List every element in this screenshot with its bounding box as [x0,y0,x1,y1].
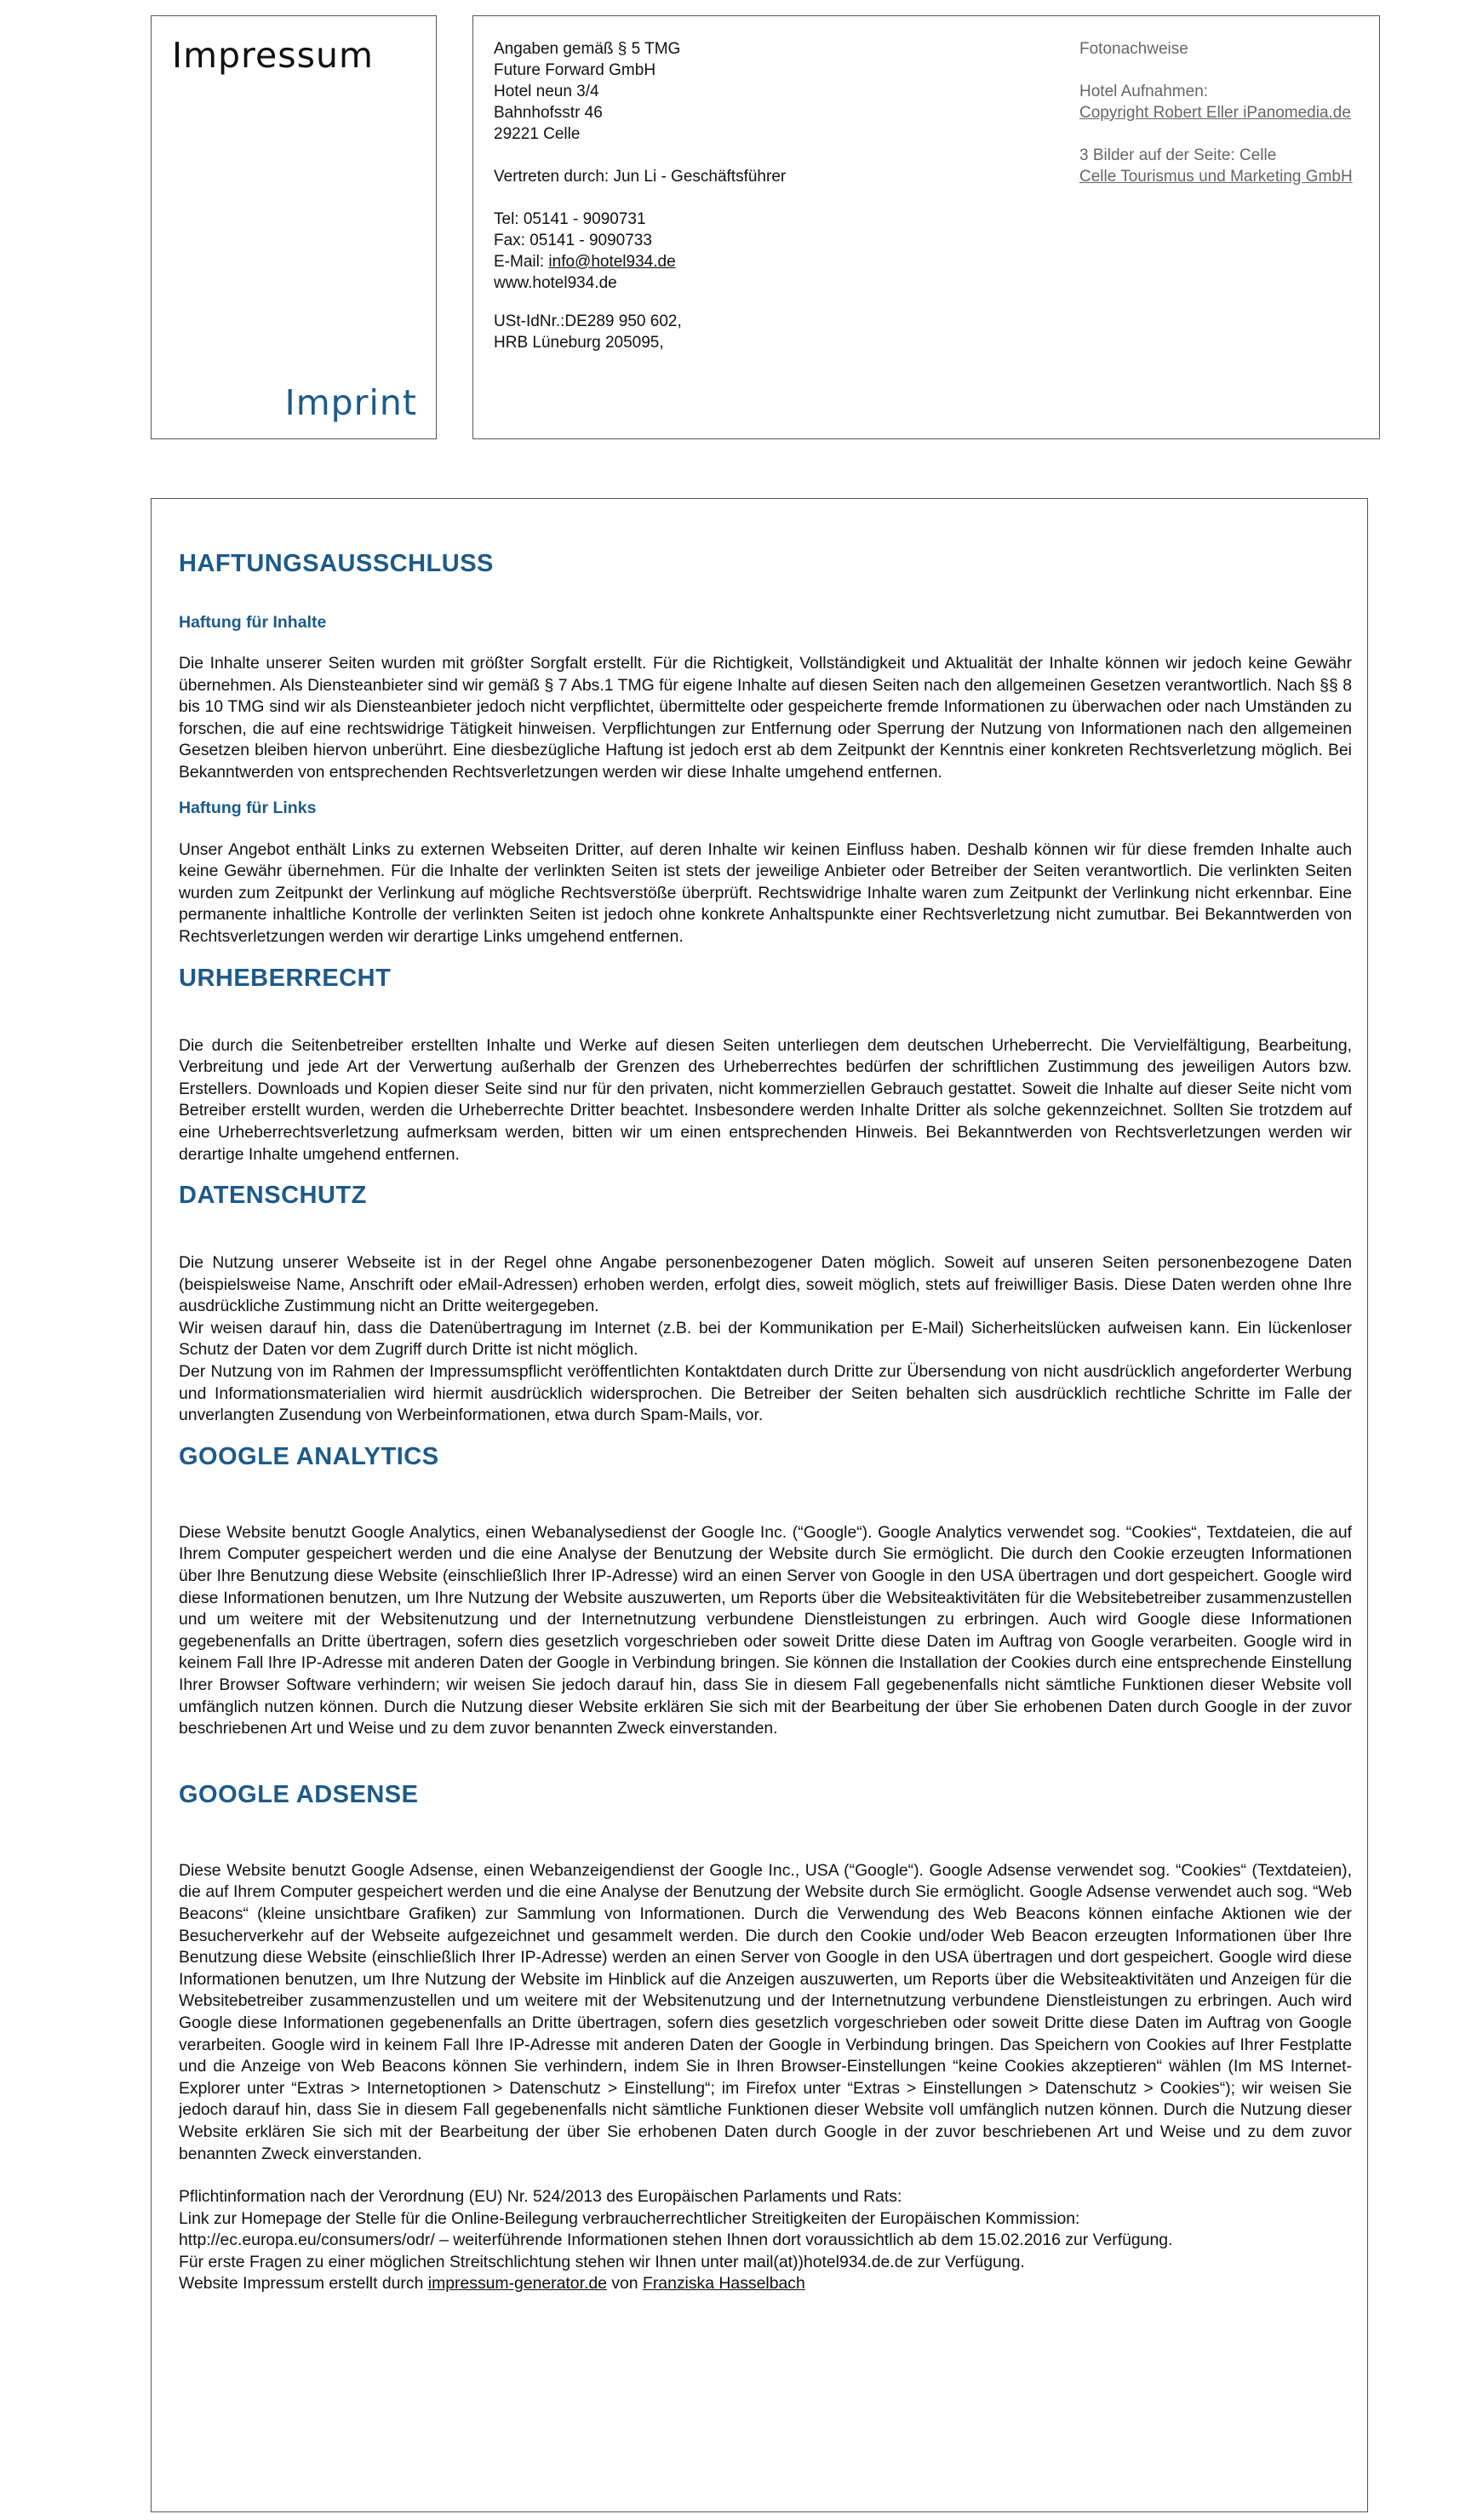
imprint-credit [179,2273,1352,2295]
content-liability-heading: Haftung für Inhalte [179,613,327,632]
title-card [151,15,437,439]
privacy-paragraph-3: Der Nutzung von im Rahmen der Impressumspflicht veröffentlichten Kontaktdaten durch Dritte zur Übersendung von nicht ausdrücklich angeforderter Werbung und Informationsmaterialien wird hiermit ausdrücklich widersprochen. Die Betreiber der Seiten behalten sich ausdrücklich rechtliche Schritte im Falle der unverlangten Zusendung von Werbeinformationen, etwa durch Spam-Mails, vor. [179,1362,1352,1425]
analytics-heading: GOOGLE ANALYTICS [179,1442,439,1470]
photo-credits-heading: Fotonachweise [1079,40,1188,58]
links-liability-heading: Haftung für Links [179,798,317,817]
disclaimer-heading: HAFTUNGSAUSSCHLUSS [179,550,494,577]
author-link[interactable]: Franziska Hasselbach [642,2274,805,2294]
odr-line: Link zur Homepage der Stelle für die Online-Beilegung verbraucherrechtlicher Streitigkeiten der Europäischen Kommission: [179,2208,1080,2228]
vat-id: USt-IdNr.:DE289 950 602, [494,312,682,330]
odr-information [179,2186,1352,2295]
contact-card [472,15,1380,439]
hotel-name: Hotel neun 3/4 [494,83,599,100]
email-link[interactable]: info@hotel934.de [548,253,676,271]
page-title-english: Imprint [284,382,417,423]
city-photos-credit-link[interactable]: Celle Tourismus und Marketing GmbH [1079,168,1353,186]
links-liability-text: Unser Angebot enthält Links zu externen Webseiten Dritter, auf deren Inhalte wir keinen Einfluss haben. Deshalb können wir für diese fremden Inhalte auch keine Gewähr übernehmen. Für die Inhalte der verlinkten Seiten ist stets der jeweilige Anbieter oder Betreiber der Seiten verantwortlich. Die verlinkten Seiten wurden zum Zeitpunkt der Verlinkung auf mögliche Rechtsverstöße überprüft. Rechtswidrige Inhalte waren zum Zeitpunkt der Verlinkung nicht erkennbar. Eine permanente inhaltliche Kontrolle der verlinkten Seiten ist jedoch ohne konkrete Anhaltspunkte einer Rechtsverletzung nicht zumutbar. Bei Bekanntwerden von Rechtsverletzungen werden wir derartige Links umgehend entfernen. [179,839,1352,946]
website-url: www.hotel934.de [494,274,617,292]
page-title: Impressum [172,35,374,76]
credit-prefix: Website Impressum erstellt durch [179,2274,428,2294]
fax-number: Fax: 05141 - 9090733 [494,232,652,249]
company-name: Future Forward GmbH [494,61,656,79]
adsense-text: Diese Website benutzt Google Adsense, einen Webanzeigendienst der Google Inc., USA (“Google“). Google Adsense verwendet sog. “Cookies“ (Textdateien), die auf Ihrem Computer gespeichert werden und die eine Analyse der Benutzung der Website durch Sie ermöglicht. Google Adsense verwendet auch sog. “Web Beacons“ (kleine unsichtbare Grafiken) zur Sammlung von Informationen. Durch die Verwendung des Web Beacons können einfache Aktionen wie der Besucherverkehr auf der Webseite aufgezeichnet und gesammelt werden. Die durch den Cookie und/oder Web Beacon erzeugten Informationen über Ihre Benutzung diese Website (einschließlich Ihrer IP-Adresse) werden an einen Server von Google in den USA übertragen und dort gespeichert. Google wird diese Informationen benutzen, um Ihre Nutzung der Website im Hinblick auf die Anzeigen auszuwerten, um Reports über die Websiteaktivitäten und Anzeigen für die Websitebetreiber zusammenzustellen und um weitere mit der Websitenutzung und der Internetnutzung verbundene Dienstleistungen zu erbringen. Auch wird Google diese Informationen gegebenenfalls an Dritte übertragen, sofern dies gesetzlich vorgeschrieben oder soweit Dritte diese Daten im Auftrag von Google verarbeiten. Google wird in keinem Fall Ihre IP-Adresse mit anderen Daten der Google in Verbindung bringen. Das Speichern von Cookies auf Ihrer Festplatte und die Anzeige von Web Beacons können Sie verhindern, indem Sie in Ihren Browser-Einstellungen “keine Cookies akzeptieren“ wählen (Im MS Internet-Explorer unter “Extras > Internetoptionen > Datenschutz > Einstellung“; im Firefox unter “Extras > Einstellungen > Datenschutz > Cookies“); wir weisen Sie jedoch darauf hin, dass Sie in diesem Fall gegebenenfalls nicht sämtliche Funktionen dieser Website voll umfänglich nutzen können. Durch die Nutzung dieser Website erklären Sie sich mit der Bearbeitung der über Sie erhobenen Daten durch Google in der zuvor beschriebenen Art und Weise und zu dem zuvor benannten Zweck einverstanden. [179,1860,1352,2163]
street-address: Bahnhofsstr 46 [494,104,603,122]
impressum-generator-link[interactable]: impressum-generator.de [427,2274,607,2294]
phone-number: Tel: 05141 - 9090731 [494,210,646,228]
analytics-text: Diese Website benutzt Google Analytics, einen Webanalysedienst der Google Inc. (“Google“). Google Analytics verwendet sog. “Cookies“, Textdateien, die auf Ihrem Computer gespeichert werden und die eine Analyse der Benutzung der Website durch Sie ermöglicht. Die durch den Cookie erzeugten Informationen über Ihre Benutzung diese Website (einschließlich Ihrer IP-Adresse) wird an einen Server von Google in den USA übertragen und dort gespeichert. Google wird diese Informationen benutzen, um Ihre Nutzung der Website auszuwerten, um Reports über die Websiteaktivitäten für die Websitebetreiber zusammenzustellen und um weitere mit der Websitenutzung und der Internetnutzung verbundene Dienstleistungen zu erbringen. Auch wird Google diese Informationen gegebenenfalls an Dritte übertragen, sofern dies gesetzlich vorgeschrieben oder soweit Dritte diese Daten im Auftrag von Google verarbeiten. Google wird in keinem Fall Ihre IP-Adresse mit anderen Daten der Google in Verbindung bringen. Sie können die Installation der Cookies durch eine entsprechende Einstellung Ihrer Browser Software verhindern; wir weisen Sie jedoch darauf hin, dass Sie in diesem Fall gegebenenfalls nicht sämtliche Funktionen dieser Website voll umfänglich nutzen können. Durch die Nutzung dieser Website erklären Sie sich mit der Bearbeitung der über Sie erhobenen Daten durch Google in der zuvor beschriebenen Art und Weise und zu dem zuvor benannten Zweck einverstanden. [179,1522,1352,1738]
email-row [494,251,1022,272]
hotel-photos-credit-link[interactable]: Copyright Robert Eller iPanomedia.de [1079,104,1351,122]
privacy-paragraph-1: Die Nutzung unserer Webseite ist in der Regel ohne Angabe personenbezogener Daten möglich. Soweit auf unseren Seiten personenbezogene Daten (beispielsweise Name, Anschrift oder eMail-Adressen) erhoben werden, erfolgt dies, soweit möglich, stets auf freiwilliger Basis. Diese Daten werden ohne Ihre ausdrückliche Zustimmung nicht an Dritte weitergegeben. [179,1253,1352,1316]
content-liability-text: Die Inhalte unserer Seiten wurden mit größter Sorgfalt erstellt. Für die Richtigkeit, Vollständigkeit und Aktualität der Inhalte können wir jedoch keine Gewähr übernehmen. Als Diensteanbieter sind wir gemäß § 7 Abs.1 TMG für eigene Inhalte auf diesen Seiten nach den allgemeinen Gesetzen verantwortlich. Nach §§ 8 bis 10 TMG sind wir als Diensteanbieter jedoch nicht verpflichtet, übermittelte oder gespeicherte fremde Informationen zu überwachen oder nach Umständen zu forschen, die auf eine rechtswidrige Tätigkeit hinweisen. Verpflichtungen zur Entfernung oder Sperrung der Nutzung von Informationen nach den allgemeinen Gesetzen bleiben hiervon unberührt. Eine diesbezügliche Haftung ist jedoch erst ab dem Zeitpunkt der Kenntnis einer konkreten Rechtsverletzung möglich. Bei Bekanntwerden von entsprechenden Rechtsverletzungen werden wir diese Inhalte umgehend entfernen. [179,654,1352,782]
legal-reference: Angaben gemäß § 5 TMG [494,40,681,58]
represented-by: Vertreten durch: Jun Li - Geschäftsführer [494,168,787,186]
city-photos-label: 3 Bilder auf der Seite: Celle [1079,146,1277,164]
privacy-paragraph-2: Wir weisen darauf hin, dass die Datenübertragung im Internet (z.B. bei der Kommunikation per E-Mail) Sicherheitslücken aufweisen kann. Ein lückenloser Schutz der Daten vor dem Zugriff durch Dritte ist nicht möglich. [179,1318,1352,1360]
contact-details [494,38,1022,353]
city-address: 29221 Celle [494,125,581,143]
trade-register: HRB Lüneburg 205095, [494,334,664,352]
copyright-heading: URHEBERRECHT [179,964,392,992]
odr-line: Pflichtinformation nach der Verordnung (EU) Nr. 524/2013 des Europäischen Parlaments und Rats: [179,2187,902,2207]
odr-line: Für erste Fragen zu einer möglichen Streitschlichtung stehen wir Ihnen unter mail(at))hotel934.de.de zur Verfügung. [179,2252,1025,2271]
credit-mid: von [606,2274,643,2294]
photo-credits [1079,38,1369,187]
hotel-photos-label: Hotel Aufnahmen: [1079,83,1209,100]
privacy-heading: DATENSCHUTZ [179,1182,367,1210]
legal-content [151,498,1368,2512]
odr-line: http://ec.europa.eu/consumers/odr/ – weiterführende Informationen stehen Ihnen dort voraussichtlich ab dem 15.02.2016 zur Verfügung. [179,2231,1173,2250]
email-label: E-Mail: [494,253,549,271]
adsense-heading: GOOGLE ADSENSE [179,1780,419,1808]
copyright-text: Die durch die Seitenbetreiber erstellten Inhalte und Werke auf diesen Seiten unterliegen dem deutschen Urheberrecht. Die Vervielfältigung, Bearbeitung, Verbreitung und jede Art der Verwertung außerhalb der Grenzen des Urheberrechtes bedürfen der schriftlichen Zustimmung des jeweiligen Autors bzw. Erstellers. Downloads und Kopien dieser Seite sind nur für den privaten, nicht kommerziellen Gebrauch gestattet. Soweit die Inhalte auf dieser Seite nicht vom Betreiber erstellt wurden, werden die Urheberrechte Dritter beachtet. Insbesondere werden Inhalte Dritter als solche gekennzeichnet. Sollten Sie trotzdem auf eine Urheberrechtsverletzung aufmerksam werden, bitten wir um einen entsprechenden Hinweis. Bei Bekanntwerden von Rechtsverletzungen werden wir derartige Inhalte umgehend entfernen. [179,1035,1352,1164]
